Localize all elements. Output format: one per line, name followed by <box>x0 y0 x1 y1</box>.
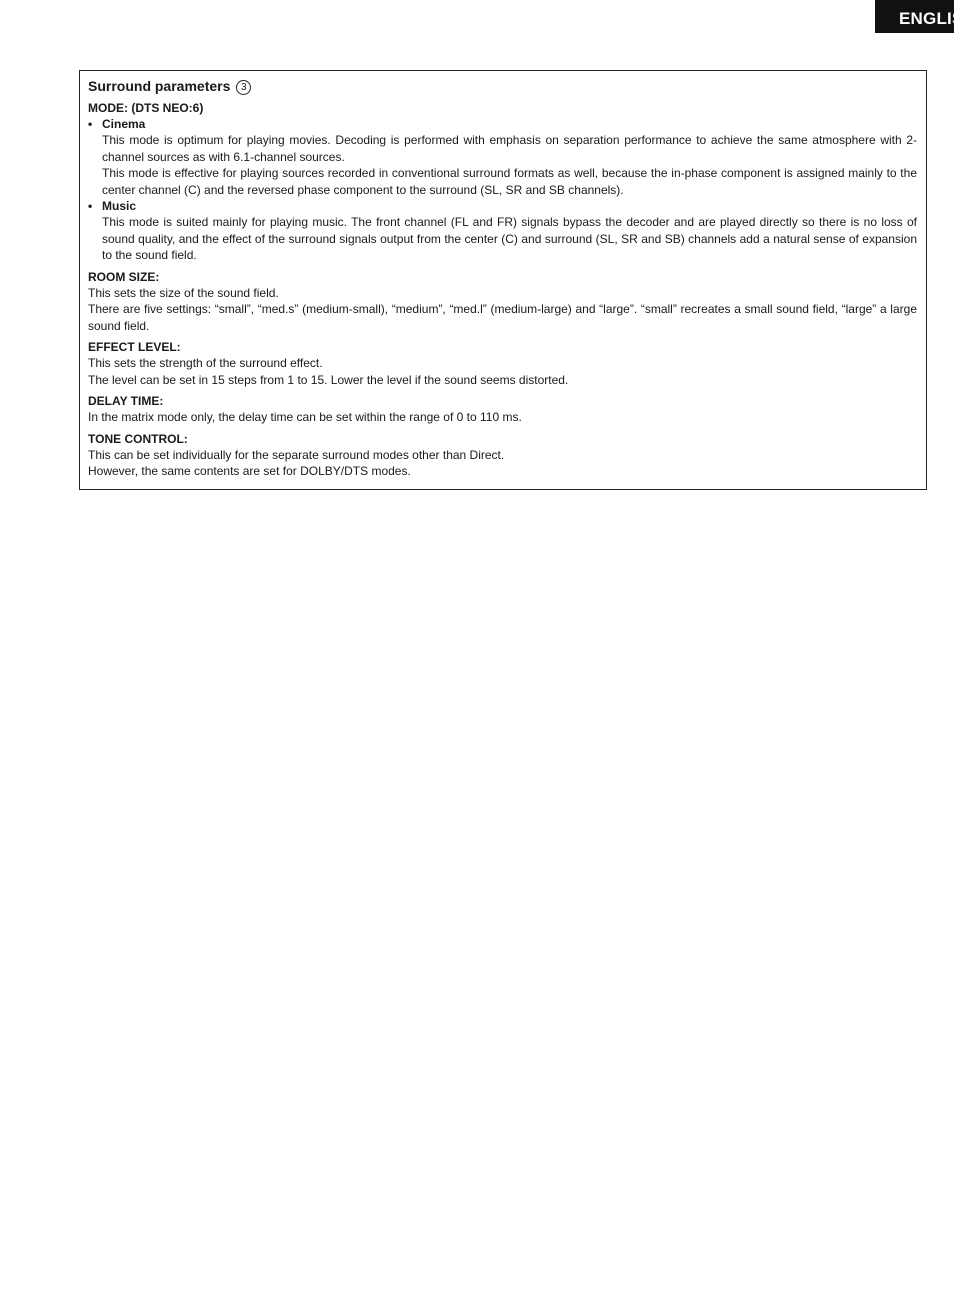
mode-item-music <box>88 198 917 264</box>
mode-item-label: Cinema <box>102 117 146 131</box>
panel-title <box>88 78 917 95</box>
tone-control-heading: TONE CONTROL: <box>88 431 188 446</box>
delay-time-line: In the matrix mode only, the delay time can be set within the range of 0 to 110 ms. <box>88 410 522 424</box>
panel-title-text: Surround parameters <box>88 78 231 94</box>
mode-heading: MODE: (DTS NEO:6) <box>88 101 204 115</box>
effect-level-line: This sets the strength of the surround effect. <box>88 356 323 370</box>
effect-level-heading: EFFECT LEVEL: <box>88 340 181 354</box>
language-tab <box>875 0 976 33</box>
mode-item-paragraph: This mode is effective for playing sources recorded in conventional surround formats as well, because the in-phase component is assigned mainly to the center channel (C) and the reversed phase component to the surround (SL, SR and SB channels). <box>102 166 917 197</box>
tone-control-line: This can be set individually for the separate surround modes other than Direct. <box>88 447 505 462</box>
language-tab-label: ENGLISH <box>899 9 976 28</box>
effect-level-line: The level can be set in 15 steps from 1 to 15. Lower the level if the sound seems distorted. <box>88 372 569 387</box>
mode-item-label: Music <box>102 199 137 213</box>
delay-time-heading: DELAY TIME: <box>88 394 164 408</box>
bullet-icon: • <box>88 117 93 131</box>
mode-item-paragraph: This mode is suited mainly for playing music. The front channel (FL and FR) signals bypass the decoder and are played directly so there is no loss of sound quality, and the effect of the surround signals output from the center (C) and surround (SL, SR and SB) channels add a natural sense of expansion to the sound field. <box>102 215 917 262</box>
bullet-icon: • <box>88 199 93 213</box>
room-size-line: This sets the size of the sound field. <box>88 285 279 300</box>
mode-item-paragraph: This mode is optimum for playing movies. Decoding is performed with emphasis on separation performance to achieve the same atmosphere with 2-channel sources as with 6.1-channel sources. <box>102 133 917 164</box>
mode-item-cinema <box>88 116 917 198</box>
room-size-line: There are five settings: “small”, “med.s” (medium-small), “medium”, “med.l” (medium-large) and “large”. “small” recreates a small sound field, “large” a large sound field. <box>88 302 917 333</box>
room-size-heading: ROOM SIZE: <box>88 269 160 284</box>
circled-number-icon: 3 <box>236 80 251 95</box>
tone-control-line: However, the same contents are set for DOLBY/DTS modes. <box>88 464 411 478</box>
surround-parameters-panel <box>79 70 927 490</box>
